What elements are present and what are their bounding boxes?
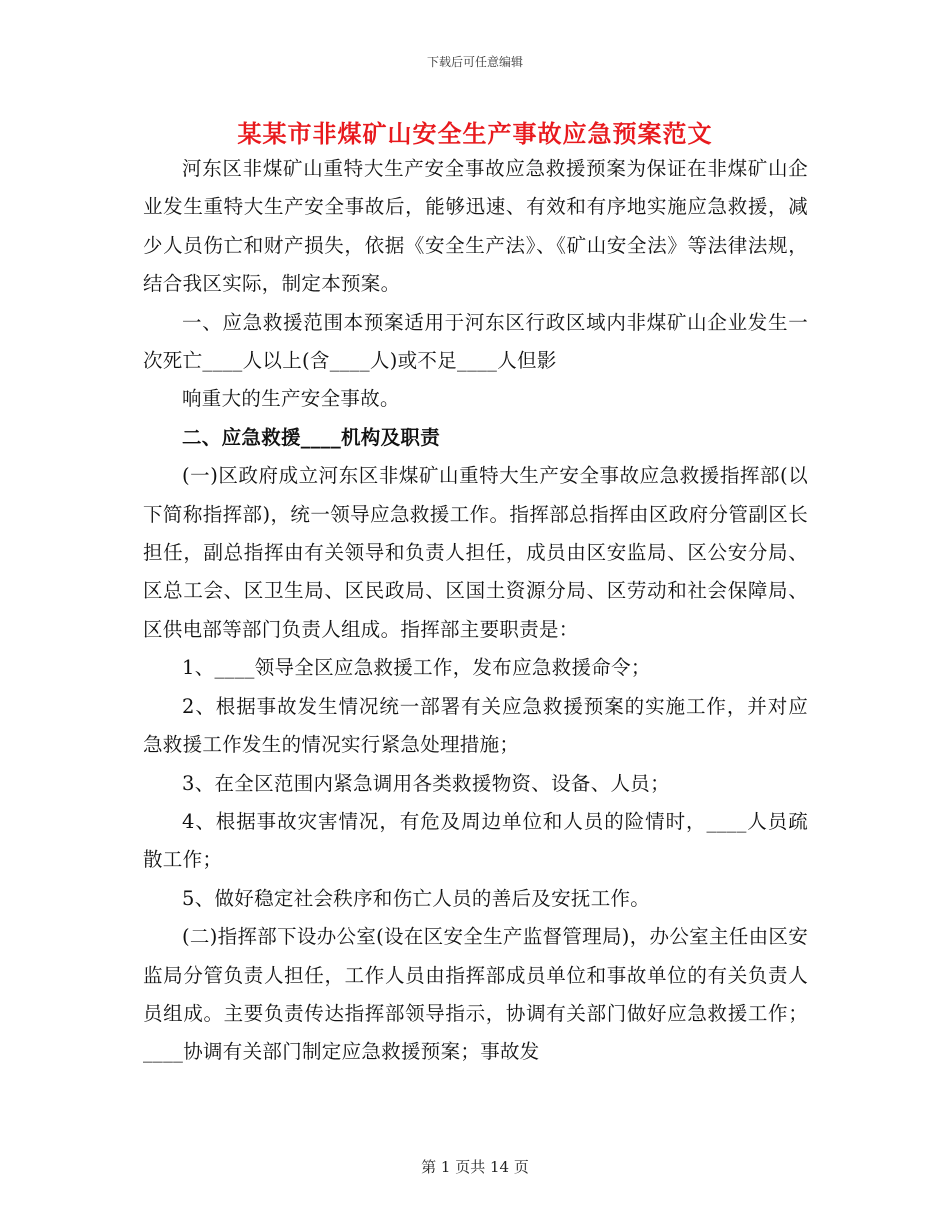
- list-item-1: 1、____领导全区应急救援工作，发布应急救援命令；: [182, 656, 651, 680]
- list-item-4: 4、根据事故灾害情况，有危及周边单位和人员的险情时，____人员疏散工作；: [143, 809, 808, 872]
- paragraph-section-1: 一、应急救援范围本预案适用于河东区行政区域内非煤矿山企业发生一次死亡____人以上(含____人)或不足____人但影: [143, 310, 808, 373]
- list-item-5: 5、做好稳定社会秩序和伤亡人员的善后及安抚工作。: [182, 886, 651, 910]
- document-title: 某某市非煤矿山安全生产事故应急预案范文: [237, 119, 713, 148]
- page-header-note: 下载后可任意编辑: [426, 55, 523, 69]
- page-footer: 第 1 页共 14 页: [421, 1158, 529, 1176]
- paragraph-intro: 河东区非煤矿山重特大生产安全事故应急救援预案为保证在非煤矿山企业发生重特大生产安全事故后，能够迅速、有效和有序地实施应急救援，减少人员伤亡和财产损失，依据《安全生产法》、《矿山安全法》等法律法规，结合我区实际，制定本预案。: [143, 157, 808, 296]
- paragraph-section-1-cont: 响重大的生产安全事故。: [182, 387, 400, 411]
- paragraph-sub-2: (二)指挥部下设办公室(设在区安全生产监督管理局)，办公室主任由区安监局分管负责人担任，工作人员由指挥部成员单位和事故单位的有关负责人员组成。主要负责传达指挥部领导指示，协调有关部门做好应急救援工作；____协调有关部门制定应急救援预案；事故发: [143, 925, 808, 1064]
- list-item-2: 2、根据事故发生情况统一部署有关应急救援预案的实施工作，并对应急救援工作发生的情况实行紧急处理措施；: [143, 694, 808, 757]
- paragraph-sub-1: (一)区政府成立河东区非煤矿山重特大生产安全事故应急救援指挥部(以下简称指挥部)，统一领导应急救援工作。指挥部总指挥由区政府分管副区长担任，副总指挥由有关领导和负责人担任，成员由区安监局、区公安分局、区总工会、区卫生局、区民政局、区国土资源分局、区劳动和社会保障局、区供电部等部门负责人组成。指挥部主要职责是：: [143, 464, 808, 641]
- document-body: [143, 150, 808, 1072]
- list-item-3: 3、在全区范围内紧急调用各类救援物资、设备、人员；: [182, 771, 670, 795]
- section-heading-2: 二、应急救援____机构及职责: [182, 425, 440, 449]
